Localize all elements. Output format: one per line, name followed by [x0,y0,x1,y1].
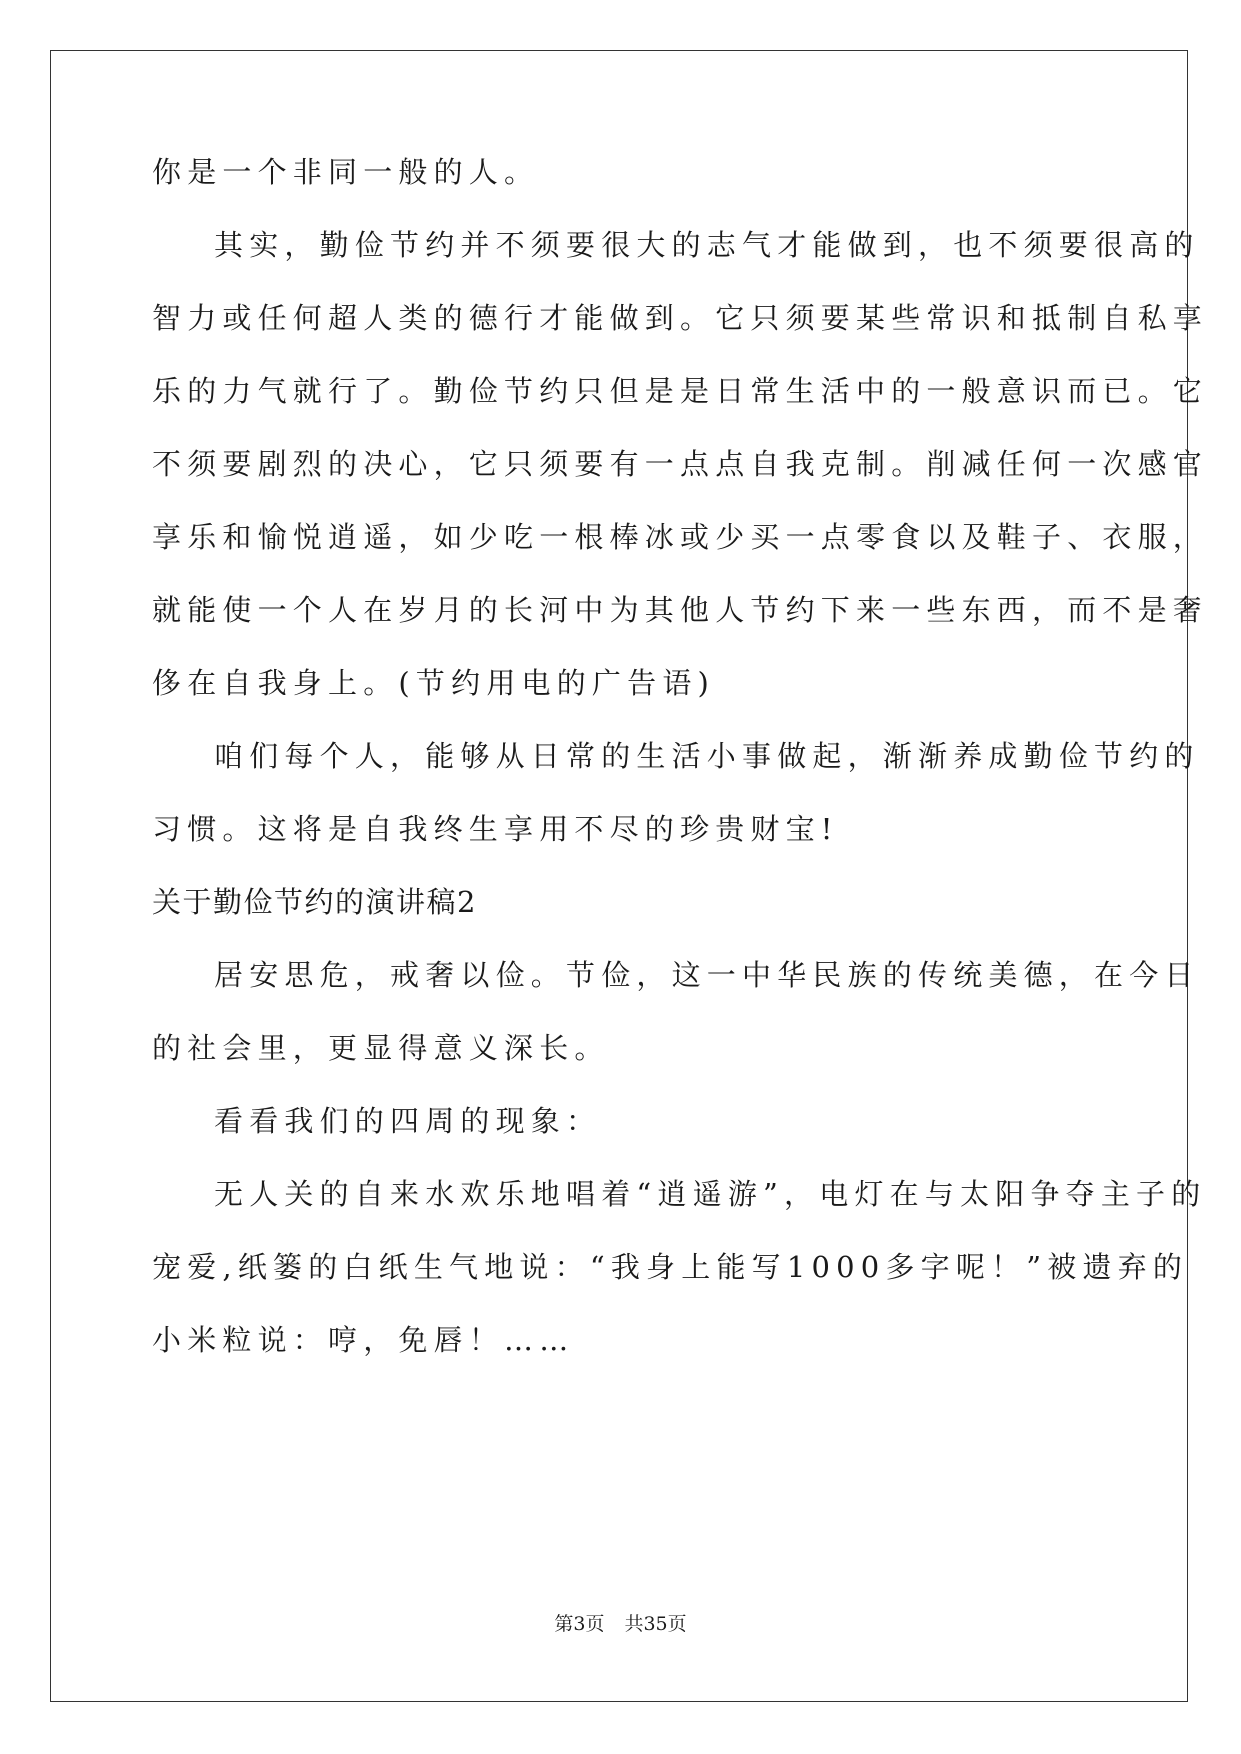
page-total: 共35页 [624,1613,687,1635]
text-line-4: 乐的力气就行了。勤俭节约只但是是日常生活中的一般意识而已。它 [152,374,1209,408]
page-footer [0,1610,1241,1638]
text-line-16: 宠爱,纸篓的白纸生气地说：“我身上能写1000多字呢！”被遗弃的 [152,1250,1189,1284]
text-line-1: 你是一个非同一般的人。 [152,155,540,189]
text-line-3: 智力或任何超人类的德行才能做到。它只须要某些常识和抵制自私享 [152,301,1209,335]
text-line-7: 就能使一个人在岁月的长河中为其他人节约下来一些东西，而不是奢 [152,593,1209,627]
text-line-12: 居安思危，戒奢以俭。节俭，这一中华民族的传统美德，在今日 [214,958,1200,992]
text-line-6: 享乐和愉悦逍遥，如少吃一根棒冰或少买一点零食以及鞋子、衣服， [152,520,1209,554]
text-line-5: 不须要剧烈的决心，它只须要有一点点自我克制。削减任何一次感官 [152,447,1209,481]
text-line-10: 习惯。这将是自我终生享用不尽的珍贵财宝! [152,812,839,846]
text-line-2: 其实，勤俭节约并不须要很大的志气才能做到，也不须要很高的 [214,228,1200,262]
text-line-14: 看看我们的四周的现象： [214,1104,602,1138]
text-line-8: 侈在自我身上。(节约用电的广告语) [152,666,716,700]
page-number: 第3页 [554,1613,605,1635]
text-line-17: 小米粒说：哼，免唇！…… [152,1323,575,1357]
text-line-9: 咱们每个人，能够从日常的生活小事做起，渐渐养成勤俭节约的 [214,739,1200,773]
section-heading: 关于勤俭节约的演讲稿2 [152,885,477,919]
text-line-15: 无人关的自来水欢乐地唱着“逍遥游”，电灯在与太阳争夺主子的 [214,1177,1207,1211]
text-line-13: 的社会里，更显得意义深长。 [152,1031,610,1065]
